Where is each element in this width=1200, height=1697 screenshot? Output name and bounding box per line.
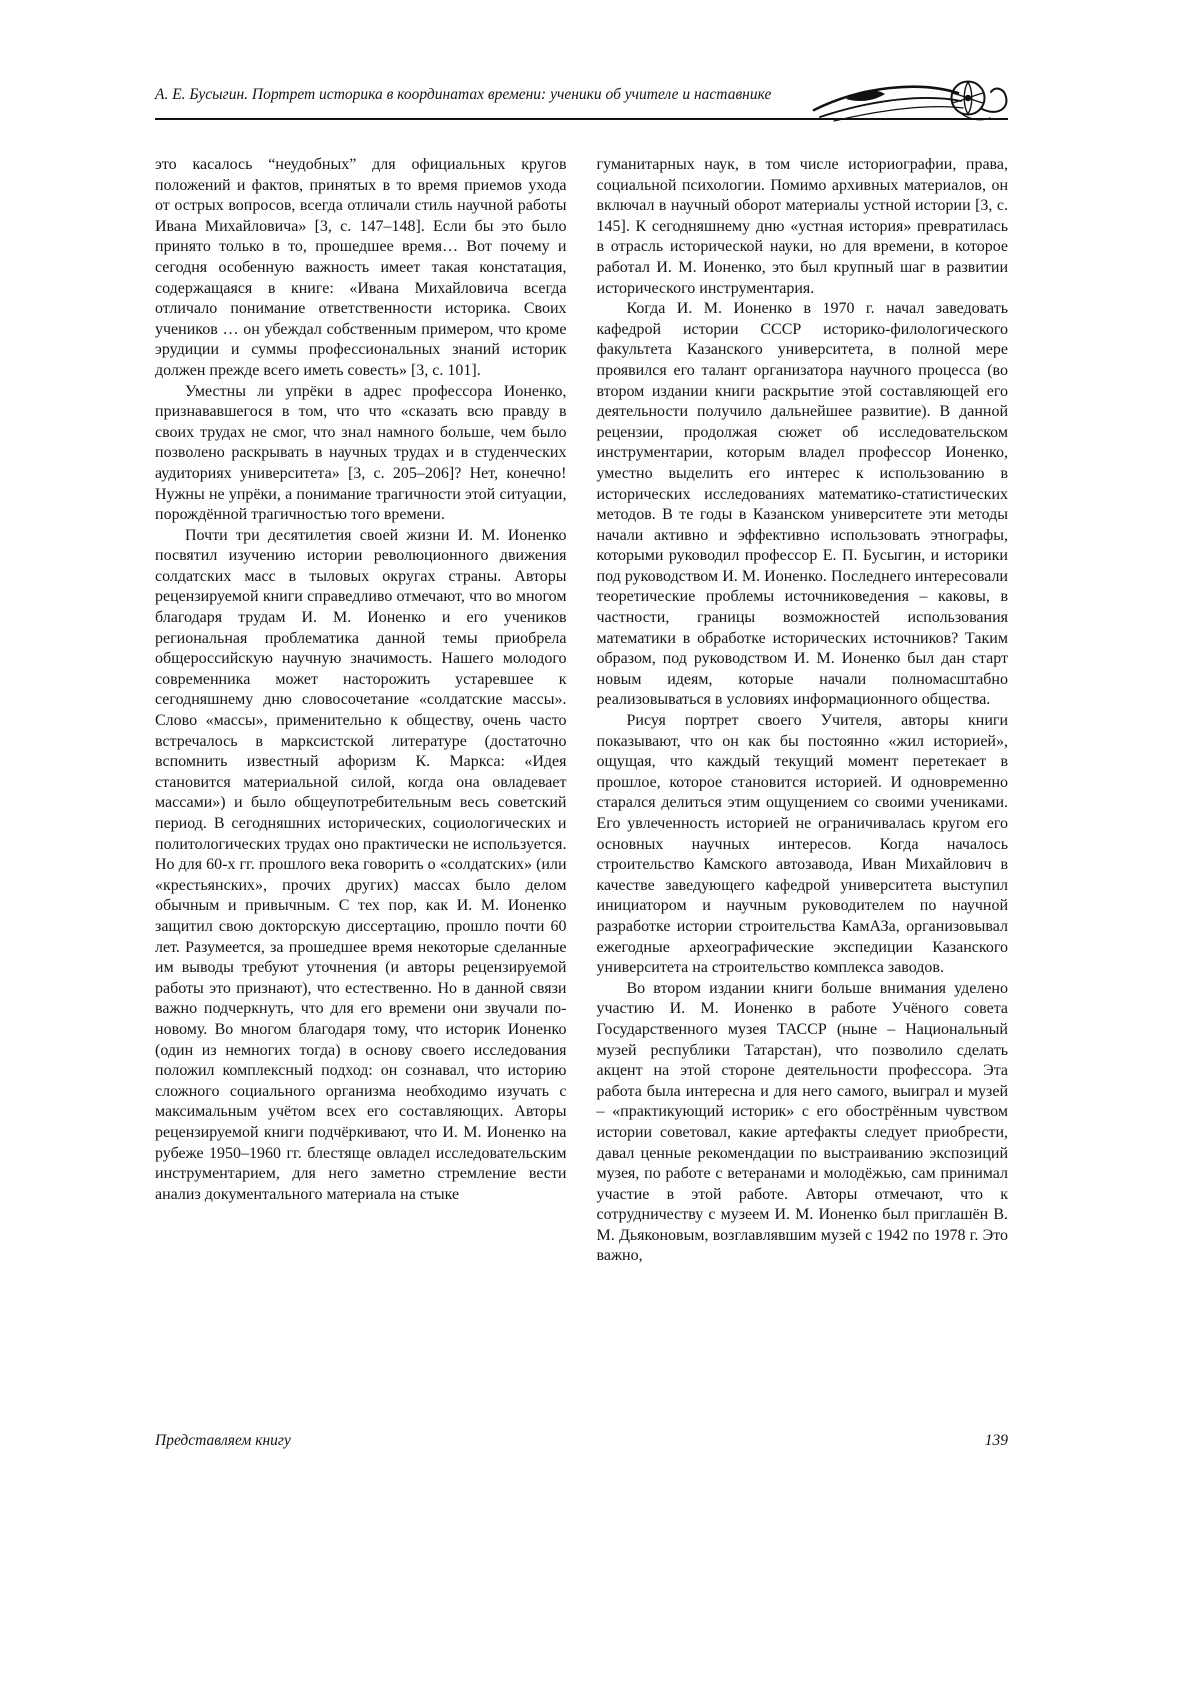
paragraph: это касалось “неудобных” для официальных кругов положений и фактов, принятых в то время приемов ухода от острых вопросов, всегда отличали стиль научной работы Ивана Михайловича» [3, с. 147–148]. Если бы это было принято только в то, прошедшее время… Вот почему и сегодня особенную важность имеет такая констатация, содержащаяся в книге: «Ивана Михайловича всегда отличало понимание ответственности историка. Своих учеников … он убеждал собственным примером, что кроме эрудиции и суммы профессиональных знаний историк должен прежде всего иметь совесть» [3, с. 101].: [155, 156, 567, 379]
paragraph: Почти три десятилетия своей жизни И. М. Ионенко посвятил изучению истории революционного движения солдатских масс в тыловых округах страны. Авторы рецензируемой книги справедливо отмечают, что во многом благодаря трудам И. М. Ионенко и его учеников региональная проблематика данной темы приобрела общероссийскую научную значимость. Нашего молодого современника может насторожить устаревшее к сегодняшнему дню словосочетание «солдатские массы». Слово «массы», применительно к обществу, очень часто встречалось в марксистской литературе (достаточно вспомнить известный афоризм К. Маркса: «Идея становится материальной силой, когда она овладевает массами») и было общеупотребительным весь советский период. В сегодняшних исторических, социологических и политологических трудах оно практически не используется. Но для 60-х гг. прошлого века говорить о «солдатских» (или «крестьянских», прочих других) массах было делом обычным и привычным. С тех пор, как И. М. Ионенко защитил свою докторскую диссертацию, прошло почти 60 лет. Разумеется, за прошедшее время некоторые сделанные им выводы требуют уточнения (и авторы рецензируемой работы это признают), что естественно. Но в данной связи важно подчеркнуть, что для его времени они звучали по-новому. Во многом благодаря тому, что историк Ионенко (один из немногих тогда) в основу своего исследования положил комплексный подход: он сознавал, что историю сложного социального организма необходимо изучать с максимальным учётом всех его составляющих. Авторы рецензируемой книги подчёркивают, что И. М. Ионенко на рубеже 1950–1960 гг. блестяще овладел исследовательским инструментарием, для него заметно стремление вести анализ документального материала на стыке: [155, 526, 567, 1203]
running-title: А. Е. Бусыгин. Портрет историка в координатах времени: ученики об учителе и наставнике: [155, 86, 772, 103]
text-column-left: [155, 155, 567, 1417]
floral-vignette-icon: [812, 68, 1012, 126]
paragraph: Уместны ли упрёки в адрес профессора Ионенко, признававшегося в том, что что «сказать всю правду в своих трудах не смог, что знал намного больше, чем было позволено раскрывать в научных трудах и в студенческих аудиториях университета» [3, с. 205–206]? Нет, конечно! Нужны не упрёки, а понимание трагичности этой ситуации, порождённой трагичностью того времени.: [155, 382, 567, 524]
paragraph: Во втором издании книги больше внимания уделено участию И. М. Ионенко в работе Учёного совета Государственного музея ТАССР (ныне – Национальный музей республики Татарстан), что позволило сделать акцент на этой стороне деятельности профессора. Эта работа была интересна и для него самого, выиграл и музей – «практикующий историк» с его обострённым чувством истории советовал, какие артефакты следует приобрести, давал ценные рекомендации по выстраиванию экспозиций музея, по работе с ветеранами и молодёжью, сам принимал участие в этой работе. Авторы отмечают, что к сотрудничеству с музеем И. М. Ионенко был приглашён В. М. Дьяконовым, возглавлявшим музей с 1942 по 1978 г. Это важно,: [596, 979, 1008, 1265]
page-header: [155, 84, 1008, 120]
page-number: 139: [984, 1432, 1008, 1449]
paragraph: гуманитарных наук, в том числе историографии, права, социальной психологии. Помимо архивных материалов, он включал в научный оборот материалы устной истории [3, с. 145]. К сегодняшнему дню «устная история» превратилась в отрасль исторической науки, но для времени, в которое работал И. М. Ионенко, это был крупный шаг в развитии исторического инструментария.: [596, 156, 1008, 297]
article-body: [155, 155, 1008, 1417]
paragraph: Рисуя портрет своего Учителя, авторы книги показывают, что он как бы постоянно «жил историей», ощущая, что каждый текущий момент перетекает в прошлое, которое становится историей. И одновременно старался делиться этим ощущением со своими учениками. Его увлеченность историей не ограничивалась кругом его основных научных интересов. Когда началось строительство Камского автозавода, Иван Михайлович в качестве заведующего кафедрой университета выступил инициатором и научным руководителем по научной разработке истории строительства КамАЗа, организовывал ежегодные археографические экспедиции Казанского университета на строительство комплекса заводов.: [596, 712, 1008, 977]
text-column-right: [597, 155, 1009, 1417]
paragraph: Когда И. М. Ионенко в 1970 г. начал заведовать кафедрой истории СССР историко-филологического факультета Казанского университета, в полной мере проявился его талант организатора научного процесса (во втором издании книги раскрытие этой составляющей его деятельности получило дальнейшее развитие). В данной рецензии, продолжая сюжет об исследовательском инструментарии, которым владел профессор Ионенко, уместно выделить его интерес к использованию в исторических исследованиях математико-статистических методов. В те годы в Казанском университете эти методы начали активно и эффективно использовать этнографы, которыми руководил профессор Е. П. Бусыгин, и историки под руководством И. М. Ионенко. Последнего интересовали теоретические проблемы источниковедения – каковы, в частности, границы возможностей использования математики в обработке исторических источников? Таким образом, под руководством И. М. Ионенко был дан старт новым идеям, которые начали полномасштабно реализовываться в условиях информационного общества.: [596, 300, 1008, 709]
footer-section-label: Представляем книгу: [155, 1432, 291, 1449]
journal-page: [155, 84, 1008, 1449]
page-footer: [155, 1432, 1008, 1450]
